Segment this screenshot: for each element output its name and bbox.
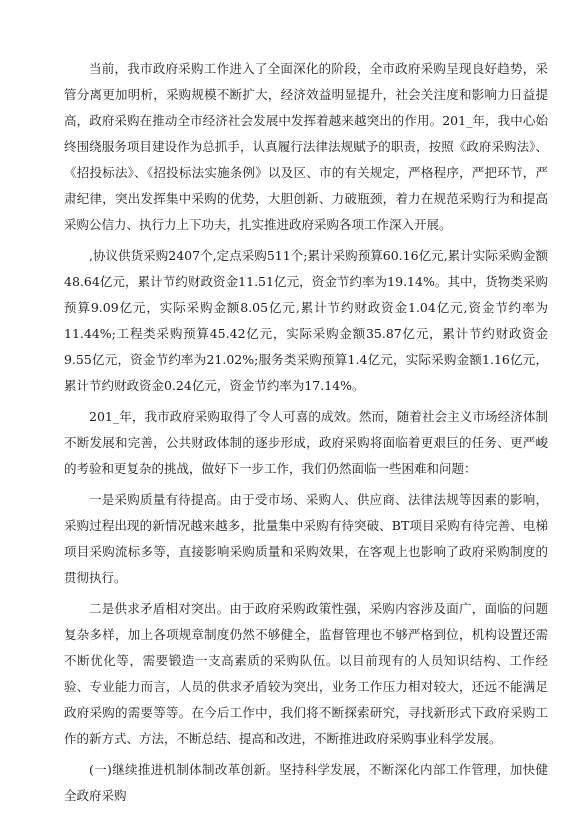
paragraph-intro: 当前，我市政府采购工作进入了全面深化的阶段，全市政府采购呈现良好趋势，采管分离更加明析，采购规模不断扩大，经济效益明显提升，社会关注度和影响力日益提高，政府采购在推动全市经济社会发展中发挥着越来越突出的作用。201_年，我中心始终围绕服务项目建设作为总抓手，认真履行法律法规赋予的职责，按照《政府采购法》、《招投标法》、《招投标法实施条例》以及区、市的有关规定，严格程序，严把环节，严肃纪律，突出发挥集中采购的优势，大胆创新、力破瓶颈，着力在规范采购行为和提高采购公信力、执行力上下功夫，扎实推进政府采购各项工作深入开展。 xyxy=(64,61,548,232)
paragraph-reform-heading: (一)继续推进机制体制改革创新。坚持科学发展，不断深化内部工作管理，加快健全政府采购 xyxy=(64,762,548,803)
document-body xyxy=(64,56,548,814)
paragraph-statistics: ,协议供货采购2407个,定点采购511个;累计采购预算60.16亿元,累计实际采购金额48.64亿元，累计节约财政资金11.51亿元，资金节约率为19.14%。其中，货物类采购预算9.09亿元，实际采购金额8.05亿元,累计节约财政资金1.04亿元,资金节约率为11.44%;工程类采购预算45.42亿元，实际采购金额35.87亿元，累计节约财政资金9.55亿元，资金节约率为21.02%;服务类采购预算1.4亿元，实际采购金额1.16亿元，累计节约财政资金0.24亿元，资金节约率为17.14%。 xyxy=(64,248,548,393)
paragraph-quality-issue: 一是采购质量有待提高。由于受市场、采购人、供应商、法律法规等因素的影响，采购过程出现的新情况越来越多，批量集中采购有待突破、BT项目采购有待完善、电梯项目采购流标多等，直接影响采购质量和采购效果，在客观上也影响了政府采购制度的贯彻执行。 xyxy=(64,492,548,585)
paragraph-challenges: 201_年，我市政府采购取得了令人可喜的成效。然而，随着社会主义市场经济体制不断发展和完善，公共财政体制的逐步形成，政府采购将面临着更艰巨的任务、更严峻的考验和更复杂的挑战，做好下一步工作，我们仍然面临一些困难和问题： xyxy=(64,409,548,476)
paragraph-supply-demand-issue: 二是供求矛盾相对突出。由于政府采购政策性强，采购内容涉及面广，面临的问题复杂多样，加上各项规章制度仍然不够健全，监督管理也不够严格到位，机构设置还需不断优化等，需要锻造一支高素质的采购队伍。以目前现有的人员知识结构、工作经验、专业能力而言，人员的供求矛盾较为突出，业务工作压力相对较大，还远不能满足政府采购的需要等等。在今后工作中，我们将不断探索研究，寻找新形式下政府采购工作的新方式、方法，不断总结、提高和改进，不断推进政府采购事业科学发展。 xyxy=(64,601,548,746)
